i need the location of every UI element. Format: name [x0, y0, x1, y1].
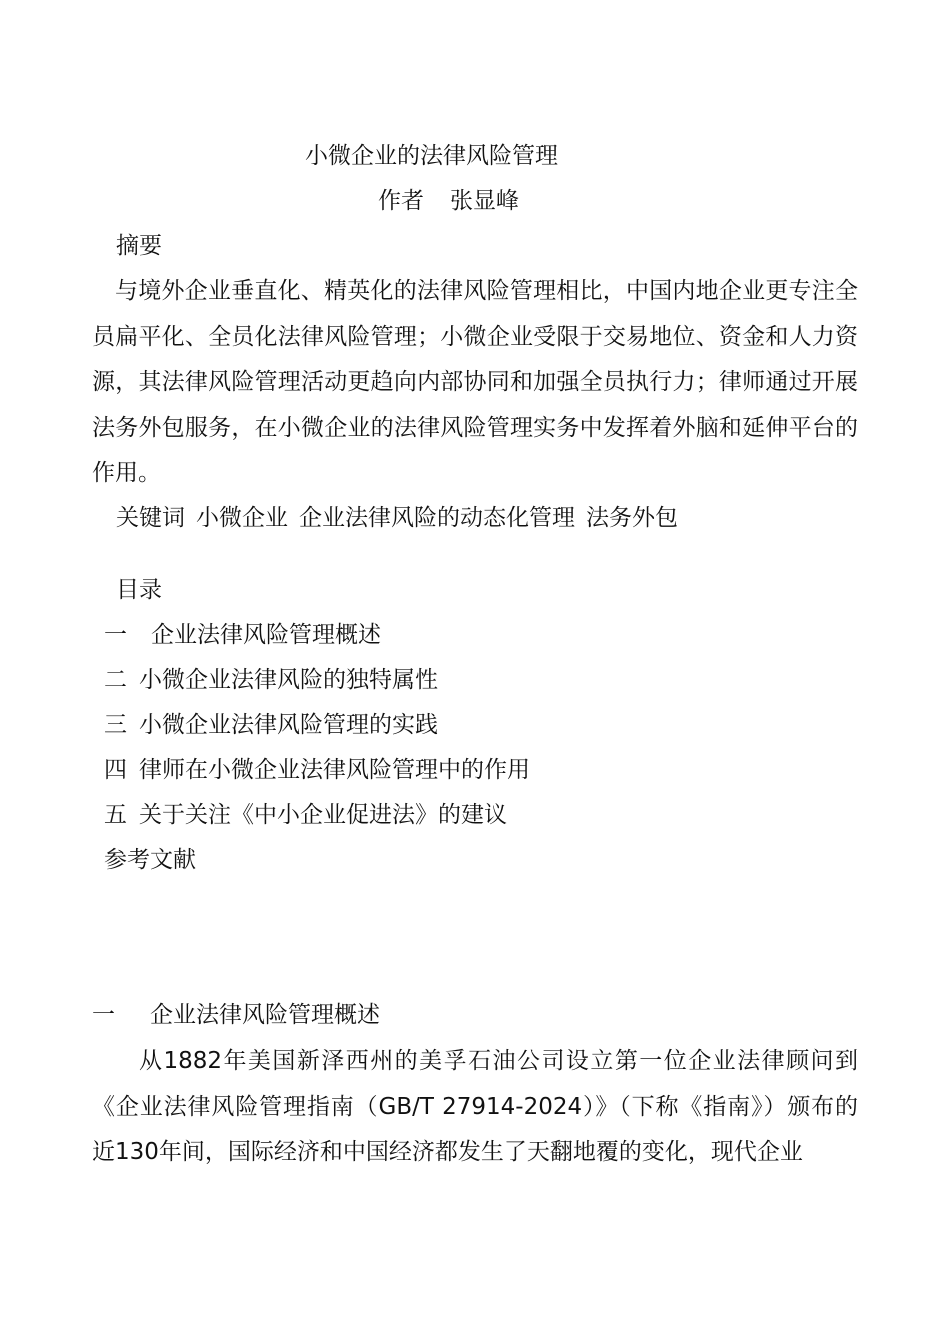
author-line [378, 186, 519, 216]
toc-item-number: 二 [104, 667, 127, 693]
toc-heading: 目录 [116, 577, 162, 603]
toc-item [104, 620, 381, 650]
toc-references: 参考文献 [104, 847, 196, 873]
toc-item [104, 755, 530, 785]
keyword: 法务外包 [586, 505, 678, 531]
toc-item [104, 665, 438, 695]
author-label: 作者 [378, 188, 424, 214]
keyword: 小微企业 [196, 505, 288, 531]
keywords-label: 关键词 [116, 505, 185, 531]
toc-item-label: 律师在小微企业法律风险管理中的作用 [139, 757, 530, 783]
toc-item-label: 小微企业法律风险管理的实践 [139, 712, 438, 738]
keywords-line [116, 503, 678, 533]
section-title: 企业法律风险管理概述 [150, 1002, 380, 1028]
toc-item-label: 关于关注《中小企业促进法》的建议 [139, 802, 507, 828]
toc-item-number: 四 [104, 757, 127, 783]
author-name: 张显峰 [450, 188, 519, 214]
section-heading [92, 1000, 380, 1030]
keyword: 企业法律风险的动态化管理 [299, 505, 575, 531]
abstract-heading: 摘要 [116, 233, 162, 259]
toc-item-label: 企业法律风险管理概述 [151, 622, 381, 648]
toc-item [104, 710, 438, 740]
toc-item-number: 三 [104, 712, 127, 738]
toc-item-number: 五 [104, 802, 127, 828]
abstract-text: 与境外企业垂直化、精英化的法律风险管理相比，中国内地企业更专注全员扁平化、全员化法律风险管理；小微企业受限于交易地位、资金和人力资源，其法律风险管理活动更趋向内部协同和加强全员执行力；律师通过开展法务外包服务，在小微企业的法律风险管理实务中发挥着外脑和延伸平台的作用。 [92, 278, 858, 486]
document-title: 小微企业的法律风险管理 [305, 143, 558, 169]
section-number: 一 [92, 1002, 115, 1028]
toc-item [104, 800, 507, 830]
toc-item-label: 小微企业法律风险的独特属性 [139, 667, 438, 693]
section-body-text: 从1882年美国新泽西州的美孚石油公司设立第一位企业法律顾问到《企业法律风险管理指南（GB/T 27914-2024）》（下称《指南》）颁布的近130年间，国际经济和中国经济都发生了天翻地覆的变化，现代企业 [92, 1048, 858, 1165]
toc-item-number: 一 [104, 622, 127, 648]
